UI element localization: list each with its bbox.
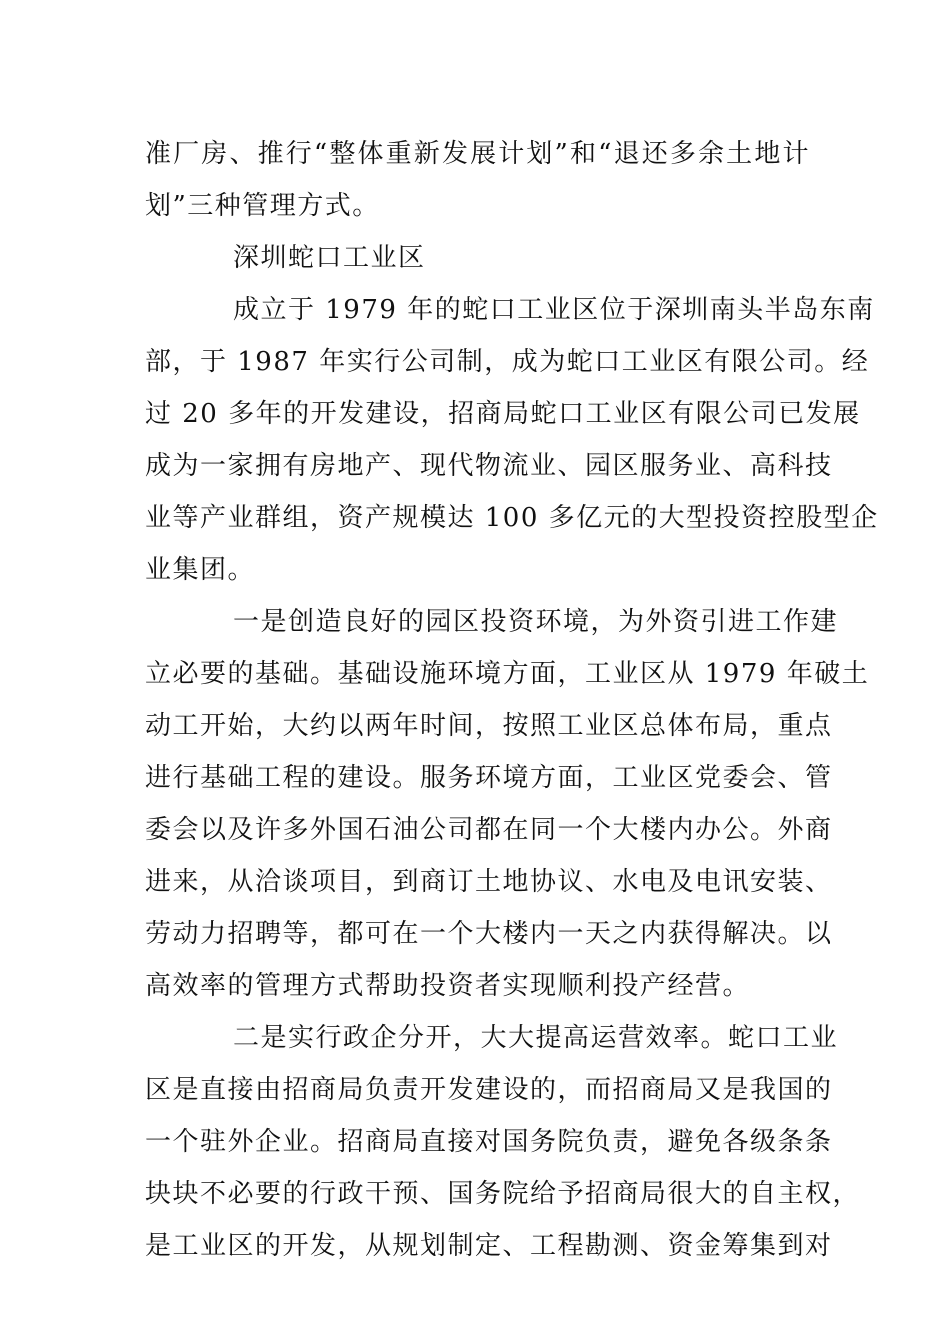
text-line: 业集团。 [145, 555, 256, 585]
text-line: 块块不必要的行政干预、国务院给予招商局很大的自主权， [145, 1179, 861, 1209]
paragraph-continuation [145, 128, 810, 232]
text-line: 一个驻外企业。招商局直接对国务院负责，避免各级条条 [145, 1127, 833, 1157]
text-line: 部，于 1987 年实行公司制，成为蛇口工业区有限公司。经 [145, 347, 870, 377]
text-line: 委会以及许多外国石油公司都在同一个大楼内办公。外商 [145, 815, 833, 845]
text-line: 进行基础工程的建设。服务环境方面，工业区党委会、管 [145, 763, 833, 793]
text-line: 立必要的基础。基础设施环境方面，工业区从 1979 年破土 [145, 659, 870, 689]
body-text [145, 128, 879, 1272]
text-line: 高效率的管理方式帮助投资者实现顺利投产经营。 [145, 971, 751, 1001]
paragraph-point-two [145, 1012, 861, 1272]
text-line: 成立于 1979 年的蛇口工业区位于深圳南头半岛东南 [233, 295, 875, 325]
text-line: 动工开始，大约以两年时间，按照工业区总体布局，重点 [145, 711, 833, 741]
text-line: 是工业区的开发，从规划制定、工程勘测、资金筹集到对 [145, 1231, 833, 1261]
text-line: 划”三种管理方式。 [145, 191, 380, 221]
heading-line: 深圳蛇口工业区 [233, 243, 426, 273]
text-line: 一是创造良好的园区投资环境，为外资引进工作建 [233, 607, 839, 637]
section-heading [145, 232, 810, 284]
text-line: 区是直接由招商局负责开发建设的，而招商局又是我国的 [145, 1075, 833, 1105]
text-line: 业等产业群组，资产规模达 100 多亿元的大型投资控股型企 [145, 503, 879, 533]
text-line: 进来，从洽谈项目，到商订土地协议、水电及电讯安装、 [145, 867, 833, 897]
text-line: 准厂房、推行“整体重新发展计划”和“退还多余土地计 [145, 139, 810, 169]
text-line: 成为一家拥有房地产、现代物流业、园区服务业、高科技 [145, 451, 833, 481]
text-line: 劳动力招聘等，都可在一个大楼内一天之内获得解决。以 [145, 919, 833, 949]
paragraph-overview [145, 284, 879, 596]
text-line: 过 20 多年的开发建设，招商局蛇口工业区有限公司已发展 [145, 399, 861, 429]
paragraph-point-one [145, 596, 870, 1012]
text-line: 二是实行政企分开，大大提高运营效率。蛇口工业 [233, 1023, 839, 1053]
